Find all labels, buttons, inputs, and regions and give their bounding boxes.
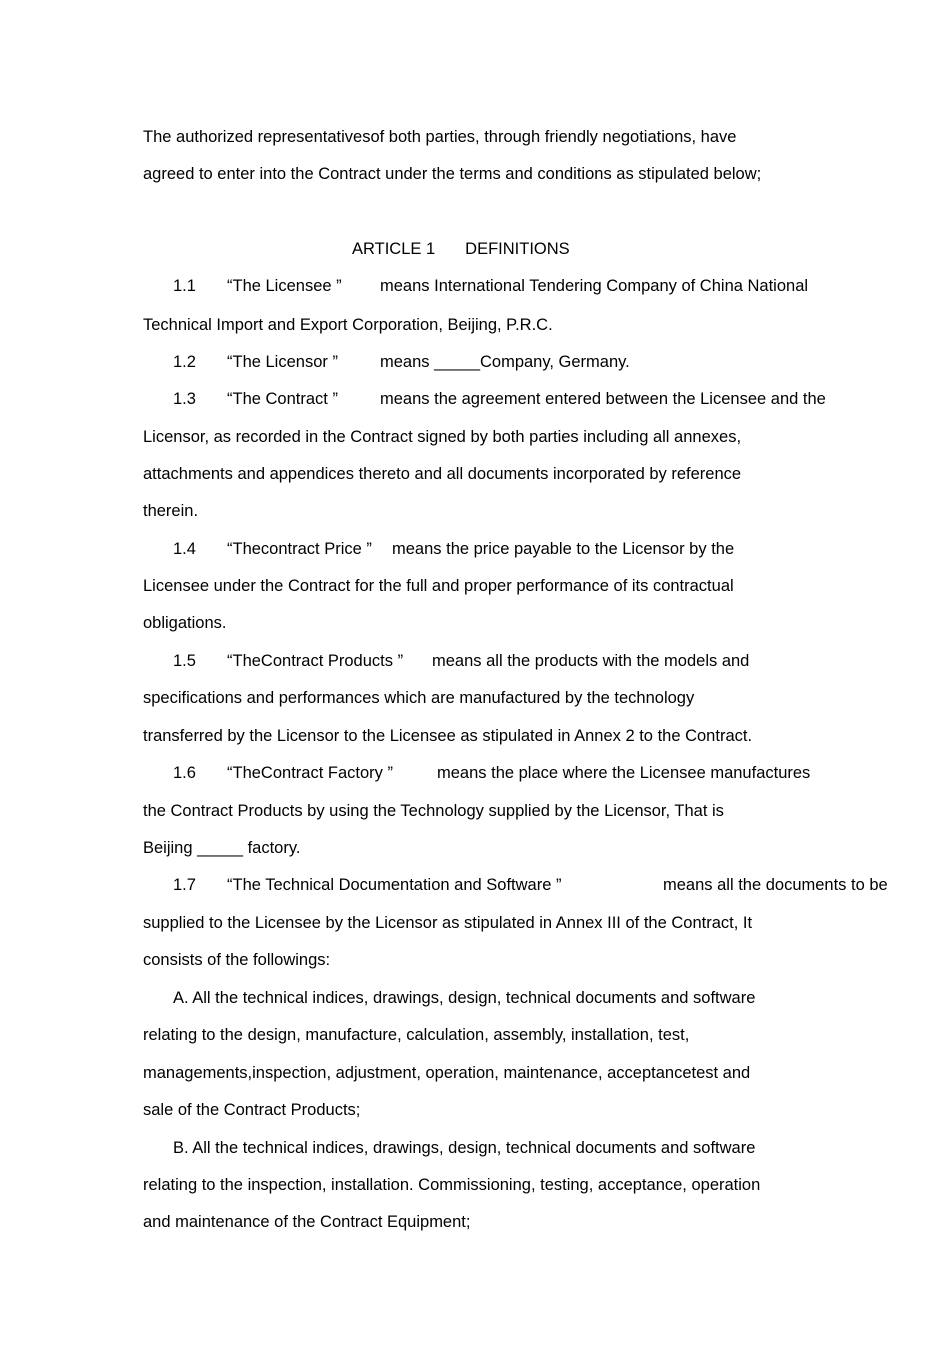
definition-1-7-line-1 <box>173 875 888 895</box>
item-b-line-1: B. All the technical indices, drawings, design, technical documents and software <box>173 1139 756 1157</box>
clause-number: 1.7 <box>173 876 196 894</box>
article-title: DEFINITIONS <box>465 240 570 258</box>
definition-1-7-line-2: supplied to the Licensee by the Licensor as stipulated in Annex III of the Contract, It <box>143 914 753 932</box>
article-number: ARTICLE 1 <box>352 240 436 258</box>
intro-line-1: The authorized representativesof both parties, through friendly negotiations, have <box>143 128 737 146</box>
defined-term: “The Contract ” <box>227 390 338 408</box>
definition-text: means _____Company, Germany. <box>380 353 630 371</box>
definition-1-3-line-1 <box>173 389 826 409</box>
definition-1-6-line-2: the Contract Products by using the Technology supplied by the Licensor, That is <box>143 802 724 820</box>
definition-1-6-line-3: Beijing _____ factory. <box>143 839 301 857</box>
definition-1-6-line-1 <box>173 763 810 783</box>
definition-1-5-line-3: transferred by the Licensor to the Licensee as stipulated in Annex 2 to the Contract. <box>143 727 753 745</box>
definition-1-3-line-4: therein. <box>143 502 199 520</box>
definition-1-5-line-2: specifications and performances which are manufactured by the technology <box>143 689 695 707</box>
item-a-line-3: managements,inspection, adjustment, operation, maintenance, acceptancetest and <box>143 1064 751 1082</box>
definition-text: means the place where the Licensee manufactures <box>437 764 811 782</box>
defined-term: “The Licensor ” <box>227 353 338 371</box>
item-a-line-4: sale of the Contract Products; <box>143 1101 361 1119</box>
definition-1-1-line-1 <box>173 276 808 296</box>
clause-number: 1.5 <box>173 652 196 670</box>
definition-1-3-line-3: attachments and appendices thereto and all documents incorporated by reference <box>143 465 742 483</box>
clause-number: 1.1 <box>173 277 196 295</box>
item-a-line-2: relating to the design, manufacture, calculation, assembly, installation, test, <box>143 1026 690 1044</box>
defined-term: “Thecontract Price ” <box>227 540 372 558</box>
definition-1-4-line-3: obligations. <box>143 614 227 632</box>
definition-1-1-line-2: Technical Import and Export Corporation, Beijing, P.R.C. <box>143 316 553 334</box>
clause-number: 1.6 <box>173 764 196 782</box>
item-b-line-2: relating to the inspection, installation. Commissioning, testing, acceptance, operation <box>143 1176 761 1194</box>
definition-text: means the price payable to the Licensor by the <box>392 540 735 558</box>
definition-1-3-line-2: Licensor, as recorded in the Contract signed by both parties including all annexes, <box>143 428 742 446</box>
definition-1-5-line-1 <box>173 651 749 671</box>
intro-line-2: agreed to enter into the Contract under the terms and conditions as stipulated below; <box>143 165 762 183</box>
article-heading <box>352 239 570 259</box>
definition-1-7-line-3: consists of the followings: <box>143 951 331 969</box>
definition-1-4-line-2: Licensee under the Contract for the full and proper performance of its contractual <box>143 577 734 595</box>
item-b-line-3: and maintenance of the Contract Equipment; <box>143 1213 471 1231</box>
definition-1-4-line-1 <box>173 539 734 559</box>
defined-term: “The Licensee ” <box>227 277 342 295</box>
definition-text: means all the products with the models and <box>432 652 750 670</box>
definition-text: means International Tendering Company of China National <box>380 277 809 295</box>
defined-term: “TheContract Products ” <box>227 652 404 670</box>
clause-number: 1.4 <box>173 540 196 558</box>
clause-number: 1.3 <box>173 390 196 408</box>
item-a-line-1: A. All the technical indices, drawings, design, technical documents and software <box>173 989 756 1007</box>
clause-number: 1.2 <box>173 353 196 371</box>
defined-term: “TheContract Factory ” <box>227 764 393 782</box>
definition-text: means all the documents to be <box>663 876 888 894</box>
definition-1-2-line-1 <box>173 352 630 372</box>
defined-term: “The Technical Documentation and Software ” <box>227 876 562 894</box>
definition-text: means the agreement entered between the Licensee and the <box>380 390 826 408</box>
